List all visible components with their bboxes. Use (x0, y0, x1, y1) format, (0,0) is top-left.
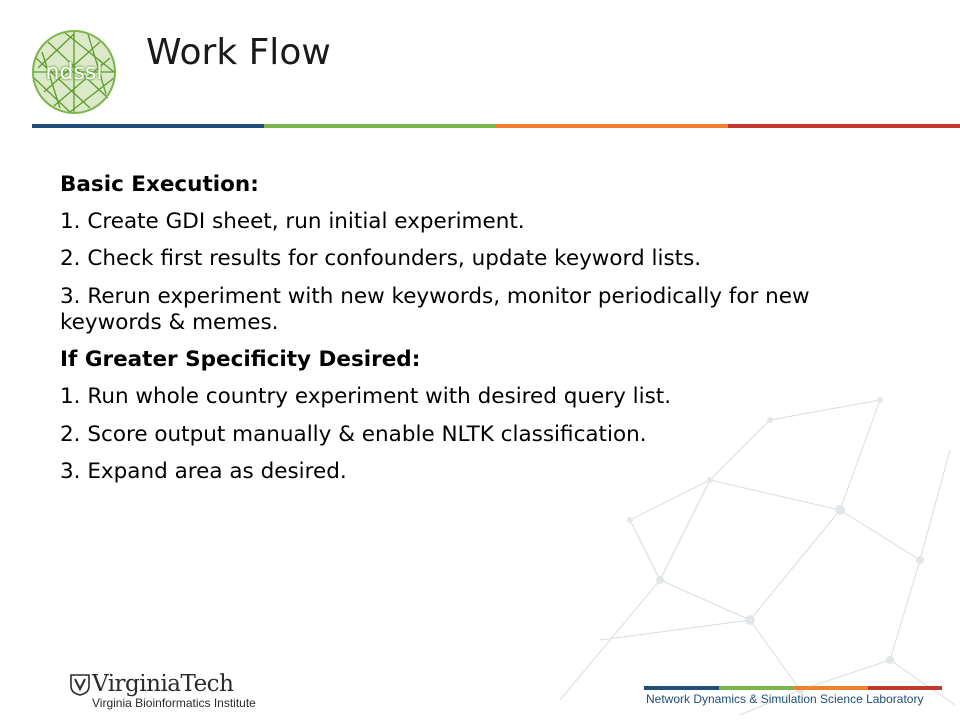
vt-shield-icon (70, 674, 90, 696)
lab-name: Network Dynamics & Simulation Science Laboratory (646, 692, 924, 706)
basic-execution-heading: Basic Execution: (60, 172, 259, 197)
specificity-step: 2. Score output manually & enable NLTK classification. (60, 421, 647, 447)
slide-body (60, 172, 910, 496)
header-divider (32, 124, 960, 128)
slide-title: Work Flow (146, 32, 331, 73)
university-name: VirginiaTech (92, 671, 234, 697)
specificity-step: 3. Expand area as desired. (60, 458, 347, 484)
basic-step: 2. Check first results for confounders, update keyword lists. (60, 246, 702, 272)
divider-segment-blue (32, 124, 264, 128)
divider-segment-red (728, 124, 960, 128)
virginia-tech-logo (70, 671, 270, 714)
basic-step: 3. Rerun experiment with new keywords, monitor periodically for new keywords & memes. (60, 283, 810, 335)
lab-divider-orange (793, 686, 868, 690)
lab-divider (644, 686, 942, 689)
lab-divider-red (868, 686, 943, 690)
institute-name: Virginia Bioinformatics Institute (92, 696, 256, 710)
divider-segment-green (264, 124, 496, 128)
logo-text: ndssl (45, 59, 103, 85)
lab-divider-green (719, 686, 794, 690)
ndssl-logo (30, 28, 118, 116)
specificity-heading: If Greater Specificity Desired: (60, 347, 421, 373)
specificity-step: 1. Run whole country experiment with desired query list. (60, 384, 672, 410)
divider-segment-orange (496, 124, 728, 128)
lab-divider-blue (644, 686, 719, 690)
basic-step: 1. Create GDI sheet, run initial experiment. (60, 209, 525, 235)
